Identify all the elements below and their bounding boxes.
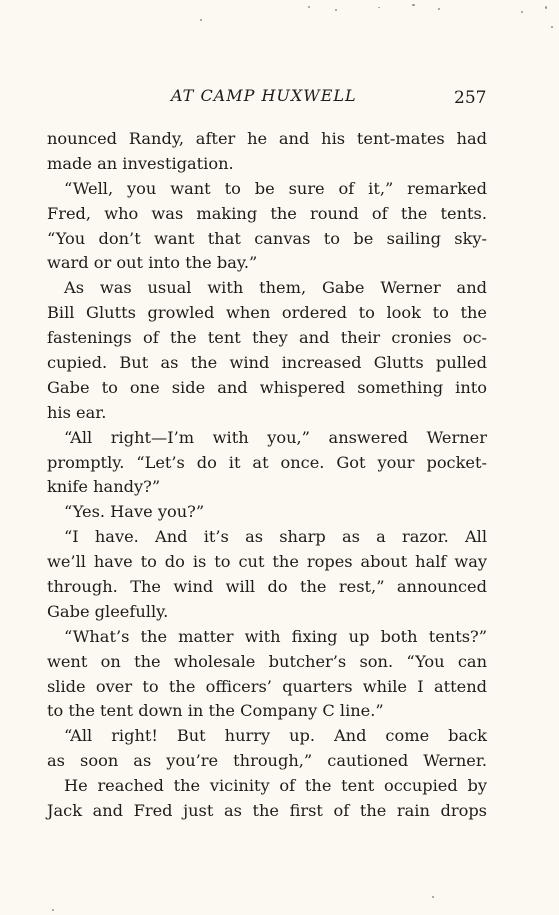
text-line: as soon as you’re through,” cautioned Werner. <box>47 751 487 771</box>
text-line: “What’s the matter with fixing up both tents?” <box>64 626 487 646</box>
scan-speck <box>52 909 54 911</box>
text-line: “All right! But hurry up. And come back <box>64 726 487 746</box>
text-line: Jack and Fred just as the first of the rain drops <box>47 801 487 821</box>
text-line: through. The wind will do the rest,” announced <box>47 577 487 597</box>
text-line: “Yes. Have you?” <box>64 502 205 522</box>
text-line: Fred, who was making the round of the tents. <box>47 203 487 223</box>
text-line: “I have. And it’s as sharp as a razor. All <box>64 527 487 547</box>
scan-speck <box>432 896 434 898</box>
scan-speck <box>200 19 202 21</box>
text-line: we’ll have to do is to cut the ropes about half way <box>47 552 487 572</box>
page-header <box>0 86 559 116</box>
scan-speck <box>521 11 523 13</box>
text-line: Gabe gleefully. <box>47 601 169 621</box>
text-line: his ear. <box>47 402 107 422</box>
text-line: made an investigation. <box>47 153 234 173</box>
text-line: He reached the vicinity of the tent occupied by <box>64 776 487 796</box>
text-line: went on the wholesale butcher’s son. “You can <box>47 651 487 671</box>
text-line: fastenings of the tent they and their cronies oc- <box>47 328 487 348</box>
text-line: “Well, you want to be sure of it,” remarked <box>64 178 487 198</box>
text-line: As was usual with them, Gabe Werner and <box>64 278 487 298</box>
scan-speck <box>545 6 547 9</box>
scan-speck <box>412 4 415 6</box>
text-line: cupied. But as the wind increased Glutts pulled <box>47 353 487 373</box>
text-line: Bill Glutts growled when ordered to look to the <box>47 303 487 323</box>
scan-speck <box>308 6 310 8</box>
scan-speck <box>438 8 440 10</box>
text-line: to the tent down in the Company C line.” <box>47 701 384 721</box>
text-line: promptly. “Let’s do it at once. Got your pocket- <box>47 452 487 472</box>
scan-speck <box>335 9 337 11</box>
scan-speck <box>551 26 553 28</box>
page-number: 257 <box>454 88 487 108</box>
text-line: knife handy?” <box>47 477 161 497</box>
text-line: “You don’t want that canvas to be sailing sky- <box>47 228 487 248</box>
scan-speck <box>378 7 380 8</box>
text-line: ward or out into the bay.” <box>47 253 258 273</box>
text-line: nounced Randy, after he and his tent-mates had <box>47 129 487 148</box>
text-line: slide over to the officers’ quarters while I attend <box>47 676 487 696</box>
text-line: Gabe to one side and whispered something into <box>47 377 487 397</box>
text-line: “All right—I’m with you,” answered Werner <box>64 427 487 447</box>
running-head: AT CAMP HUXWELL <box>171 86 357 105</box>
body-text <box>47 127 487 824</box>
